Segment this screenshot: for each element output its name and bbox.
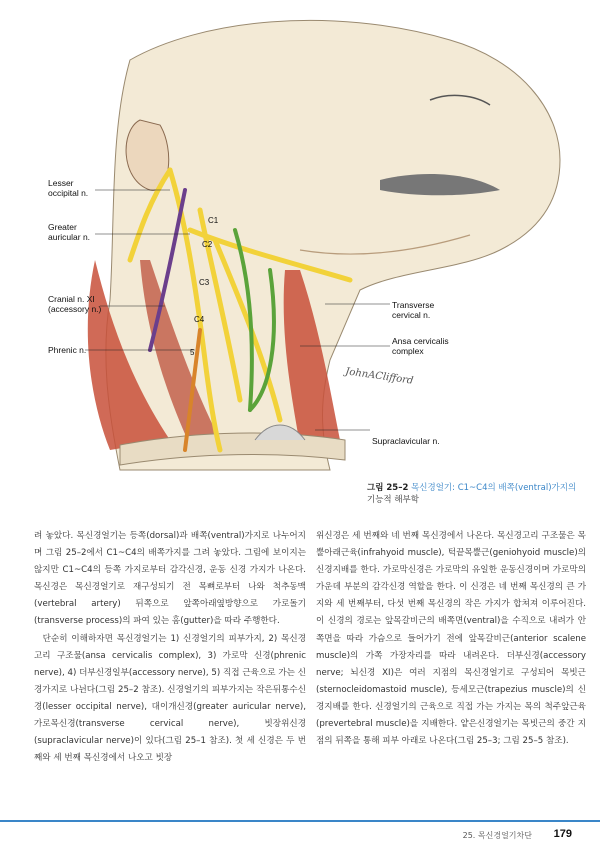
- c5-label: 5: [190, 348, 195, 357]
- caption-text-line2: 기능적 해부학: [367, 495, 419, 505]
- paragraph: 려 놓았다. 목신경얼기는 등쪽(dorsal)과 배쪽(ventral)가지로 나누어지며 그림 25–2에서 C1~C4의 배쪽가지를 그려 놓았다. 그림에 보이지는 않지만 C1~C4의 등쪽 가지로부터 감각신경, 운동 신경 가지가 나온다. 목신경은 목신경얼기로 재구성되기 전 목뼈로부터 나와 척추동맥(vertebral artery) 뒤쪽으로 앞쪽아래옆방향으로 가로돌기(transverse process)의 파여 있는 홈(gutter)을 따라 주행한다.: [34, 531, 306, 627]
- greater-auricular-label: Greater auricular n.: [48, 222, 91, 242]
- body-column-left: [34, 528, 306, 767]
- ansa-cervicalis-label: Ansa cervicalis complex: [392, 336, 449, 356]
- c3-label: C3: [199, 278, 210, 287]
- transverse-cervical-label: Transverse cervical n.: [392, 300, 435, 320]
- figure-caption: [367, 482, 587, 506]
- body-column-right: [316, 528, 586, 750]
- cranial-xi-label: Cranial n. XI (accessory n.): [48, 294, 102, 314]
- lesser-occipital-label: Lesser occipital n.: [48, 178, 89, 198]
- c1-label: C1: [208, 216, 219, 225]
- footer-rule: [0, 820, 600, 822]
- chapter-title: 25. 목신경얼기차단: [462, 831, 532, 840]
- caption-text: 목신경얼기: C1~C4의 배쪽(ventral)가지의: [411, 483, 577, 493]
- paragraph: 단순히 이해하자면 목신경얼기는 1) 신경얼기의 피부가지, 2) 목신경고리 구조물(ansa cervicalis complex), 3) 가로막 신경(phrenic nerve), 4) 더부신경일부(accessory nerve), 5) 직접 근육으로 가는 신경가지로 나뉜다(그림 25–2 참조). 신경얼기의 피부가지는 작은뒤통수신경(lesser occipital nerve), 대이개신경(greater auricular nerve), 가로목신경(transverse cervical nerve), 빗장위신경(supraclavicular nerve)이 있다(그림 25–1 참조). 첫 세 신경은 두 번째와 세 번째 목신경에서 나오고 빗장: [34, 633, 306, 764]
- phrenic-label: Phrenic n.: [48, 345, 87, 355]
- c2-label: C2: [202, 240, 213, 249]
- figure-number: 그림 25–2: [367, 483, 409, 493]
- page-number: 179: [553, 828, 572, 840]
- supraclavicular-label: Supraclavicular n.: [372, 436, 440, 446]
- c4-label: C4: [194, 315, 205, 324]
- paragraph: 위신경은 세 번째와 네 번째 목신경에서 나온다. 목신경고리 구조물은 목뿔아래근육(infrahyoid muscle), 턱끝목뿔근(geniohyoid muscle)의 신경지배를 한다. 가로막신경은 가로막의 유일한 운동신경이며 가로막의 가운데 부분의 감각신경 역할을 한다. 이 신경은 네 번째 목신경의 큰 가지와 세 번째부터, 다섯 번째 목신경의 작은 가지가 합쳐져 이루어진다. 이 신경의 경로는 앞목갈비근의 배쪽면(ventral)을 수직으로 내려가 안쪽면을 따라 가슴으로 들어가기 전에 앞목갈비근(anterior scalene muscle)의 가쪽 가장자리를 따라 내려온다. 더부신경(accessory nerve; 뇌신경 XI)은 여러 지점의 목신경얼기로 구성되어 목빗근(sternocleidomastoid muscle), 등세모근(trapezius muscle)의 신경지배를 한다. 신경얼기의 근육으로 직접 가는 가지는 목의 척주앞근육(prevertebral muscle)을 지배한다. 얕은신경얼기는 목빗근의 중간 지점의 뒤쪽을 통해 피부 아래로 나온다(그림 25–3; 그림 25–5 참조).: [316, 531, 586, 747]
- artist-signature: JohnAClifford: [344, 366, 414, 387]
